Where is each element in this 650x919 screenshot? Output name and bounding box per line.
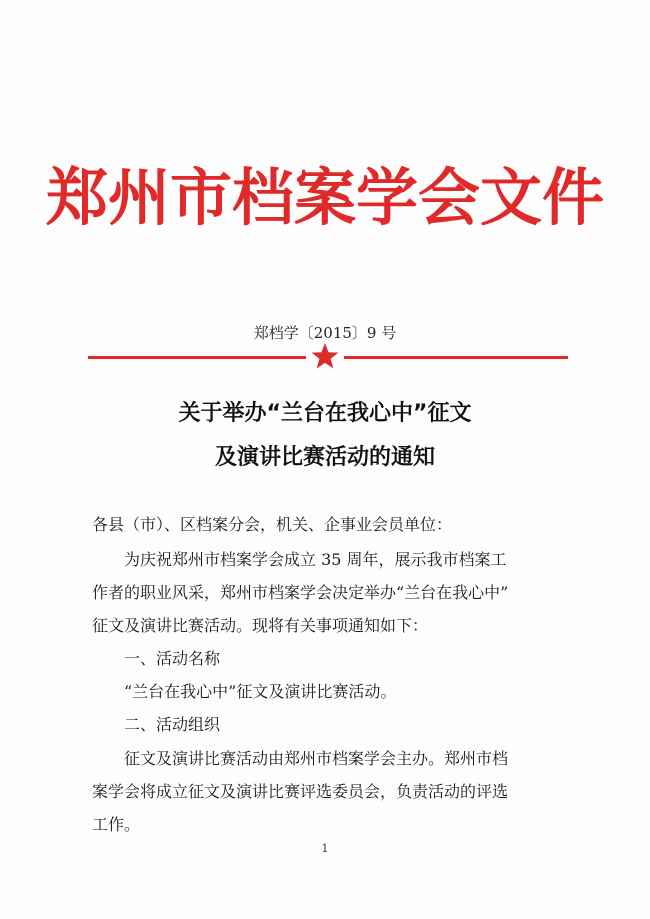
section-2-heading: 二、活动组织 [124,715,221,734]
notice-title-line-1: 关于举办“兰台在我心中”征文 [178,401,472,426]
intro-paragraph-line-3: 征文及演讲比赛活动。现将有关事项通知如下： [92,616,429,635]
section-2-line-2: 案学会将成立征文及演讲比赛评选委员会，负责活动的评选 [92,782,509,801]
intro-paragraph-line-1: 为庆祝郑州市档案学会成立 35 周年，展示我市档案工 [124,550,507,569]
section-1-text: “兰台在我心中”征文及演讲比赛活动。 [124,682,397,701]
masthead-title: 郑州市档案学会文件 [45,161,604,234]
page-number: 1 [321,842,329,855]
section-1-heading: 一、活动名称 [124,649,221,668]
section-2-line-1: 征文及演讲比赛活动由郑州市档案学会主办。郑州市档 [124,749,509,768]
red-rule-right [344,356,568,359]
section-2-line-3: 工作。 [92,815,141,834]
red-star-icon [309,340,341,372]
red-rule-left [88,356,306,359]
notice-title-line-2: 及演讲比赛活动的通知 [214,445,435,470]
salutation: 各县（市）、区档案分会，机关、企事业会员单位： [92,515,453,534]
intro-paragraph-line-2: 作者的职业风采，郑州市档案学会决定举办“兰台在我心中” [92,583,509,602]
document-number: 郑档学〔2015〕9 号 [253,324,397,342]
